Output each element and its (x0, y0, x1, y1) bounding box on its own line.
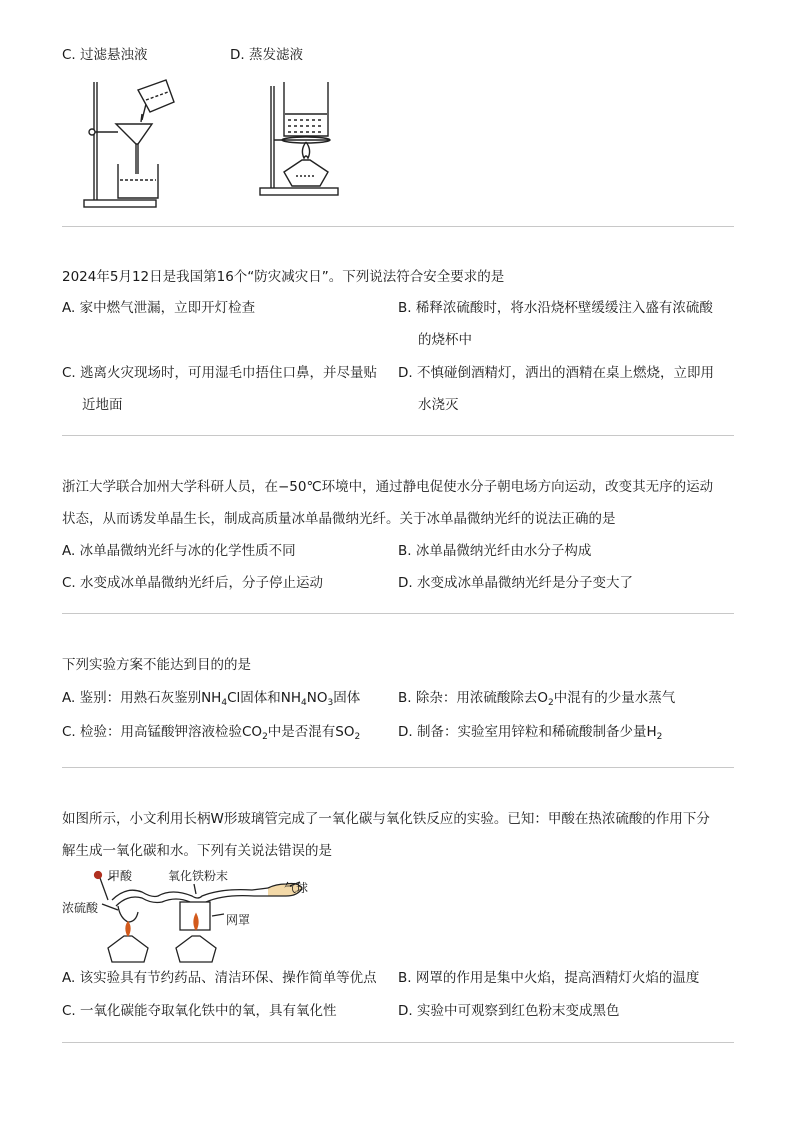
option-d: D. 制备：实验室用锌粒和稀硫酸制备少量$H_2$ (398, 724, 663, 742)
option-b: B. 除杂：用浓硫酸除去$O_2$中混有的少量水蒸气 (398, 690, 676, 708)
question-stem: 如图所示，小文利用长柄W形玻璃管完成了一氧化碳与氧化铁反应的实验。已知：甲酸在热浓硫酸的作用下分 (62, 811, 710, 827)
option-b-continued: 的烧杯中 (418, 332, 472, 348)
divider (62, 435, 734, 436)
question-stem: 浙江大学联合加州大学科研人员，在−50℃环境中，通过静电促使水分子朝电场方向运动，改变其无序的运动 (62, 479, 714, 495)
question-stem: 下列实验方案不能达到目的的是 (62, 657, 251, 673)
option-d: D. 实验中可观察到红色粉末变成黑色 (398, 1003, 620, 1019)
option-d-continued: 水浇灭 (418, 397, 459, 413)
label-gauze: 网罩 (226, 913, 251, 927)
divider (62, 1042, 734, 1043)
question-stem-continued: 解生成一氧化碳和水。下列有关说法错误的是 (62, 843, 332, 859)
option-b: B. 冰单晶微纳光纤由水分子构成 (398, 543, 592, 559)
option-a: A. 该实验具有节约药品、清洁环保、操作简单等优点 (62, 970, 377, 986)
option-d: D. 不慎碰倒酒精灯，洒出的酒精在桌上燃烧，立即用 (398, 365, 714, 381)
option-b: B. 稀释浓硫酸时，将水沿烧杯壁缓缓注入盛有浓硫酸 (398, 300, 713, 316)
option-c: C. 水变成冰单晶微纳光纤后，分子停止运动 (62, 575, 324, 591)
option-c-continued: 近地面 (82, 397, 123, 413)
option-d: D. 水变成冰单晶微纳光纤是分子变大了 (398, 575, 633, 591)
label-formic-acid: 甲酸 (108, 869, 133, 883)
option-c: C. 逃离火灾现场时，可用湿毛巾捂住口鼻，并尽量贴 (62, 365, 378, 381)
filtration-apparatus-figure (80, 78, 180, 210)
question-stem-continued: 状态，从而诱发单晶生长，制成高质量冰单晶微纳光纤。关于冰单晶微纳光纤的说法正确的是 (62, 511, 616, 527)
divider (62, 613, 734, 614)
divider (62, 226, 734, 227)
option-d-label: D. 蒸发滤液 (230, 47, 303, 63)
option-a: A. 鉴别：用熟石灰鉴别$NH_4Cl$固体和$NH_4NO_3$固体 (62, 690, 361, 708)
label-conc-sulfuric-acid: 浓硫酸 (62, 901, 99, 915)
label-balloon: 气球 (284, 881, 309, 895)
option-a: A. 家中燃气泄漏，立即开灯检查 (62, 300, 256, 316)
label-iron-oxide-powder: 氧化铁粉末 (168, 869, 229, 883)
evaporation-apparatus-figure (252, 78, 342, 200)
option-c-label: C. 过滤悬浊液 (62, 47, 148, 63)
option-c: C. 一氧化碳能夺取氧化铁中的氧，具有氧化性 (62, 1003, 337, 1019)
option-c: C. 检验：用高锰酸钾溶液检验$CO_2$中是否混有$SO_2$ (62, 724, 361, 742)
divider (62, 767, 734, 768)
question-stem: 2024年5月12日是我国第16个“防灾减灾日”。下列说法符合安全要求的是 (62, 269, 505, 285)
option-b: B. 网罩的作用是集中火焰，提高酒精灯火焰的温度 (398, 970, 700, 986)
option-a: A. 冰单晶微纳光纤与冰的化学性质不同 (62, 543, 296, 559)
